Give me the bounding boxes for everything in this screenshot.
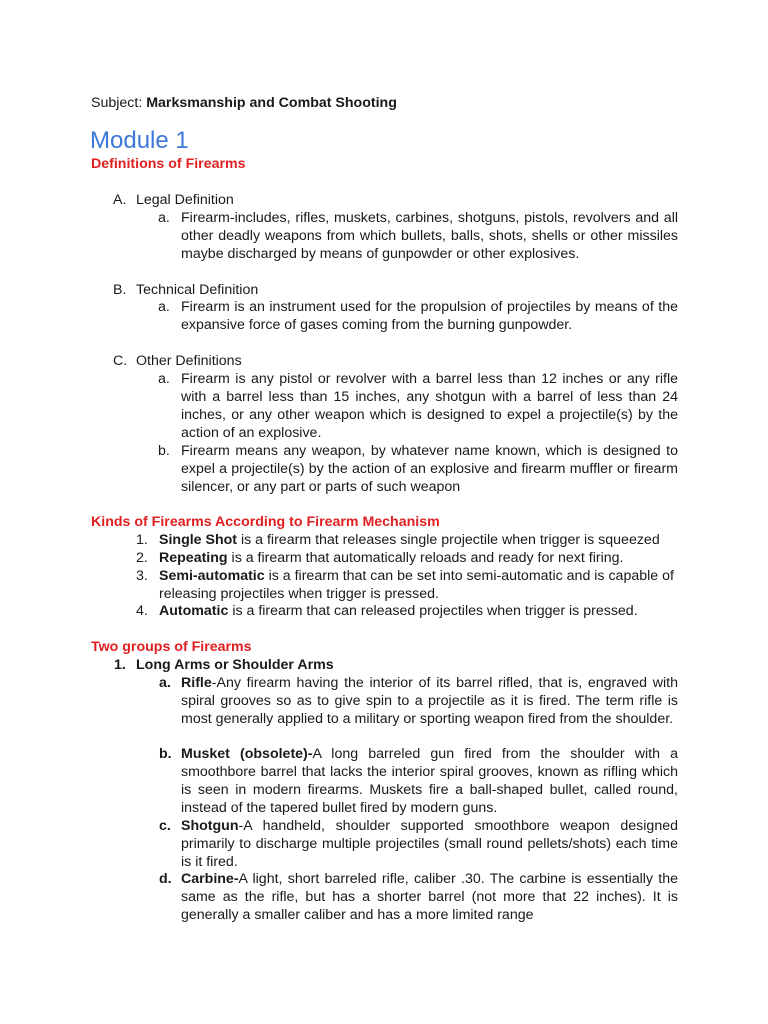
arm-term: Carbine-	[181, 871, 239, 887]
arm-marker: d.	[159, 871, 172, 887]
kind-text: is a firearm that can be set into semi-automatic and is capable of releasing projectiles when trigger is pressed.	[159, 568, 674, 602]
kind-term: Semi-automatic	[159, 568, 265, 584]
arm-marker: b.	[159, 746, 172, 762]
group-marker: B.	[113, 282, 127, 298]
definitions-heading: Definitions of Firearms	[91, 156, 246, 172]
group-title: Legal Definition	[136, 192, 234, 208]
definition-item: Firearm means any weapon, by whatever name known, which is designed to expel a projectile(s) by the action of an explosive and firearm muffler or firearm silencer, or any part or parts of such weapon	[181, 443, 678, 495]
arm-text: A light, short barreled rifle, caliber .30. The carbine is essentially the same as the rifle, but has a shorter barrel (not more that 22 inches). It is generally a smaller caliber and has a more limited range	[181, 871, 678, 923]
subject-value: Marksmanship and Combat Shooting	[146, 95, 397, 111]
arm-text: -A handheld, shoulder supported smoothbore weapon designed primarily to discharge multiple projectiles (small round pellets/shots) each time is it fired.	[181, 818, 678, 870]
arm-term: Rifle	[181, 675, 212, 691]
arm-text: A long barreled gun fired from the shoulder with a smoothbore barrel that lacks the interior spiral grooves, known as rifling which is seen in modern firearms. Muskets fire a ball-shaped bullet, called round, instead of the tapered bullet fired by modern guns.	[181, 746, 678, 816]
group-marker: C.	[113, 353, 128, 369]
kind-text: is a firearm that can released projectiles when trigger is pressed.	[228, 603, 638, 619]
kind-text: is a firearm that releases single projectile when trigger is squeezed	[237, 532, 660, 548]
subgroup-title: Long Arms or Shoulder Arms	[136, 657, 334, 673]
arm-item	[181, 817, 678, 871]
kind-term: Single Shot	[159, 532, 238, 548]
kind-term: Automatic	[159, 603, 229, 619]
subject-label: Subject:	[91, 95, 143, 111]
arm-item	[181, 745, 678, 817]
arm-term: Shotgun	[181, 818, 239, 834]
definition-item: Firearm is an instrument used for the propulsion of projectiles by means of the expansive force of gases coming from the burning gunpowder.	[181, 299, 678, 333]
arm-item	[181, 674, 678, 728]
item-marker: b.	[158, 443, 170, 459]
item-marker: a.	[158, 299, 170, 315]
kind-item	[159, 531, 679, 549]
arm-marker: c.	[159, 818, 171, 834]
kind-item	[159, 567, 679, 603]
kind-marker: 4.	[136, 603, 148, 619]
module-title: Module 1	[90, 127, 189, 154]
item-marker: a.	[158, 371, 170, 387]
groups-heading: Two groups of Firearms	[91, 639, 252, 655]
kind-text: is a firearm that automatically reloads and ready for next firing.	[227, 550, 624, 566]
kind-marker: 3.	[136, 568, 148, 584]
subgroup-marker: 1.	[114, 657, 126, 673]
item-marker: a.	[158, 210, 170, 226]
kind-item	[159, 549, 679, 567]
arm-marker: a.	[159, 675, 171, 691]
kinds-heading: Kinds of Firearms According to Firearm Mechanism	[91, 514, 440, 530]
arm-item	[181, 870, 678, 924]
kind-item	[159, 602, 679, 620]
definition-item: Firearm-includes, rifles, muskets, carbines, shotguns, pistols, revolvers and all other deadly weapons from which bullets, balls, shots, shells or other missiles maybe discharged by means of gunpowder or other explosives.	[181, 210, 678, 262]
group-title: Other Definitions	[136, 353, 242, 369]
kind-marker: 2.	[136, 550, 148, 566]
kind-marker: 1.	[136, 532, 148, 548]
arm-text: -Any firearm having the interior of its barrel rifled, that is, engraved with spiral grooves so as to give spin to a projectile as it is fired. The term rifle is most generally applied to a military or sporting weapon fired from the shoulder.	[181, 675, 678, 727]
group-title: Technical Definition	[136, 282, 259, 298]
kind-term: Repeating	[159, 550, 228, 566]
arm-term: Musket (obsolete)-	[181, 746, 313, 762]
group-marker: A.	[113, 192, 127, 208]
definition-item: Firearm is any pistol or revolver with a barrel less than 12 inches or any rifle with a barrel less than 15 inches, any shotgun with a barrel of less than 24 inches, or any other weapon which is designed to expel a projectile(s) by the action of an explosive.	[181, 371, 678, 441]
subject-line	[91, 94, 397, 112]
